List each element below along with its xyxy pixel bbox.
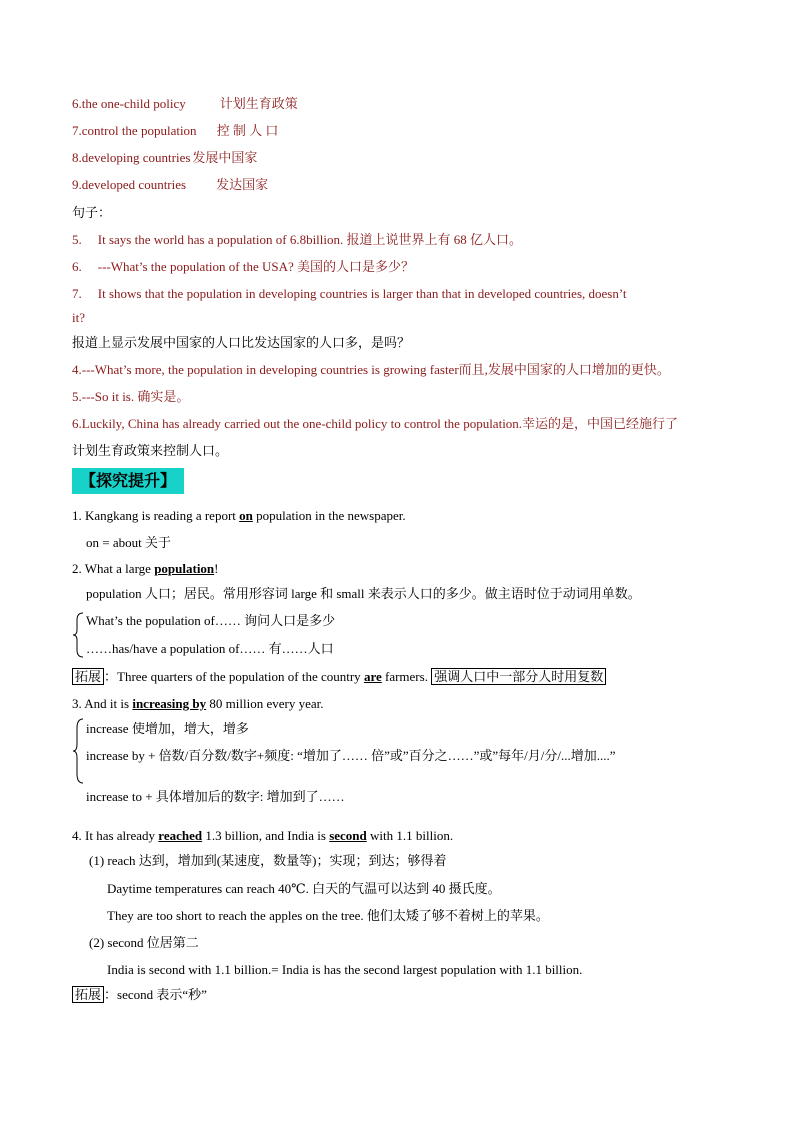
extension-label: 拓展 — [72, 986, 104, 1003]
extension-text: farmers. — [381, 669, 432, 684]
point-text: 2. What a large — [72, 561, 155, 576]
keyword: population — [154, 561, 215, 576]
vocab-zh: 发展中国家 — [192, 150, 258, 165]
point-3-b1: increase 使增加，增大，增多 — [86, 721, 249, 736]
vocab-en: developed countries — [81, 177, 187, 192]
extension-text: ：second 表示“秒” — [104, 987, 207, 1002]
sentence-num: 6. — [72, 259, 82, 274]
point-2 — [72, 560, 219, 578]
brace-icon — [72, 718, 84, 784]
sentence-text: It says the world has a population of 6.8billion. 报道上说世界上有 68 亿人口。 — [97, 232, 523, 247]
point-text: population in the newspaper. — [252, 508, 406, 523]
point-1 — [72, 507, 406, 525]
sentences-heading: 句子： — [72, 205, 112, 220]
vocab-zh: 控 制 人 口 — [216, 123, 279, 138]
point-3-b2: increase by + 倍数/百分数/数字+频度: “增加了…… 倍”或”百分之……”或”每年/月/分/...增加....” — [86, 748, 616, 763]
point-3-b3: increase to + 具体增加后的数字: 增加到了…… — [86, 789, 345, 804]
vocab-en: control the population — [81, 123, 197, 138]
point-4-n1: (1) reach 达到，增加到(某速度，数量等)；实现；到达；够得着 — [89, 853, 447, 868]
vocab-en: developing countries — [81, 150, 191, 165]
point-text: ! — [214, 561, 219, 576]
sentence-text: It shows that the population in developing countries is larger than that in developed countries, doesn’t — [97, 286, 627, 301]
point-2-note: population 人口；居民。常用形容词 large 和 small 来表示人口的多少。做主语时位于动词用单数。 — [86, 586, 641, 601]
point-4 — [72, 827, 453, 845]
vocab-zh: 计划生育政策 — [219, 96, 298, 111]
vocab-item-8 — [72, 149, 257, 167]
sentence-6 — [72, 258, 414, 276]
point-4-n1a: Daytime temperatures can reach 40℃. 白天的气温可以达到 40 摄氏度。 — [107, 881, 501, 896]
point-text: 3. And it is — [72, 696, 133, 711]
point-4-n1b: They are too short to reach the apples on the tree. 他们太矮了够不着树上的苹果。 — [107, 908, 549, 923]
sentence-5 — [72, 231, 522, 249]
point-2-extension — [72, 668, 606, 686]
vocab-item-7 — [72, 122, 278, 140]
section-banner: 【探究提升】 — [72, 468, 184, 494]
sentence-7-cont: it? — [72, 310, 85, 325]
vocab-item-9 — [72, 176, 268, 194]
extension-note: 强调人口中一部分人时用复数 — [431, 668, 606, 685]
extension-label: 拓展 — [72, 668, 104, 685]
point-3 — [72, 695, 323, 713]
sentence-num: 7. — [72, 286, 82, 301]
point-1-note: on = about 关于 — [86, 535, 171, 550]
keyword: increasing by — [132, 696, 207, 711]
vocab-item-6 — [72, 95, 298, 113]
keyword: reached — [158, 828, 203, 843]
sentence-7-zh: 报道上显示发展中国家的人口比发达国家的人口多，是吗？ — [72, 335, 411, 350]
point-4-n2a: India is second with 1.1 billion.= India is has the second largest population with 1.1 billion. — [107, 962, 583, 977]
point-text: 4. It has already — [72, 828, 159, 843]
vocab-en: the one-child policy — [81, 96, 186, 111]
extension-text: ：Three quarters of the population of the country — [104, 669, 364, 684]
point-4-n2: (2) second 位居第二 — [89, 935, 199, 950]
point-2-b1: What’s the population of…… 询问人口是多少 — [86, 613, 336, 628]
sentence-6b-zh: 计划生育政策来控制人口。 — [72, 443, 229, 458]
point-text: 1. Kangkang is reading a report — [72, 508, 240, 523]
vocab-num: 6. — [72, 96, 82, 111]
sentence-4b: 4.---What’s more, the population in developing countries is growing faster而且,发展中国家的人口增加的更快。 — [72, 362, 670, 377]
point-text: with 1.1 billion. — [366, 828, 454, 843]
vocab-num: 9. — [72, 177, 82, 192]
point-text: 1.3 billion, and India is — [202, 828, 330, 843]
vocab-num: 7. — [72, 123, 82, 138]
point-text: 80 million every year. — [206, 696, 324, 711]
point-2-b2: ……has/have a population of…… 有……人口 — [86, 641, 334, 656]
point-4-extension — [72, 986, 207, 1004]
vocab-zh: 发达国家 — [216, 177, 269, 192]
brace-icon — [72, 612, 84, 658]
keyword: on — [239, 508, 253, 523]
sentence-7 — [72, 285, 627, 303]
vocab-num: 8. — [72, 150, 82, 165]
sentence-text: ---What’s the population of the USA? 美国的人口是多少？ — [97, 259, 415, 274]
keyword: are — [363, 669, 382, 684]
sentence-6b: 6.Luckily, China has already carried out the one-child policy to control the population.幸运的是，中国已经施行了 — [72, 416, 679, 431]
keyword: second — [329, 828, 367, 843]
sentence-num: 5. — [72, 232, 82, 247]
sentence-5b: 5.---So it is. 确实是。 — [72, 389, 190, 404]
